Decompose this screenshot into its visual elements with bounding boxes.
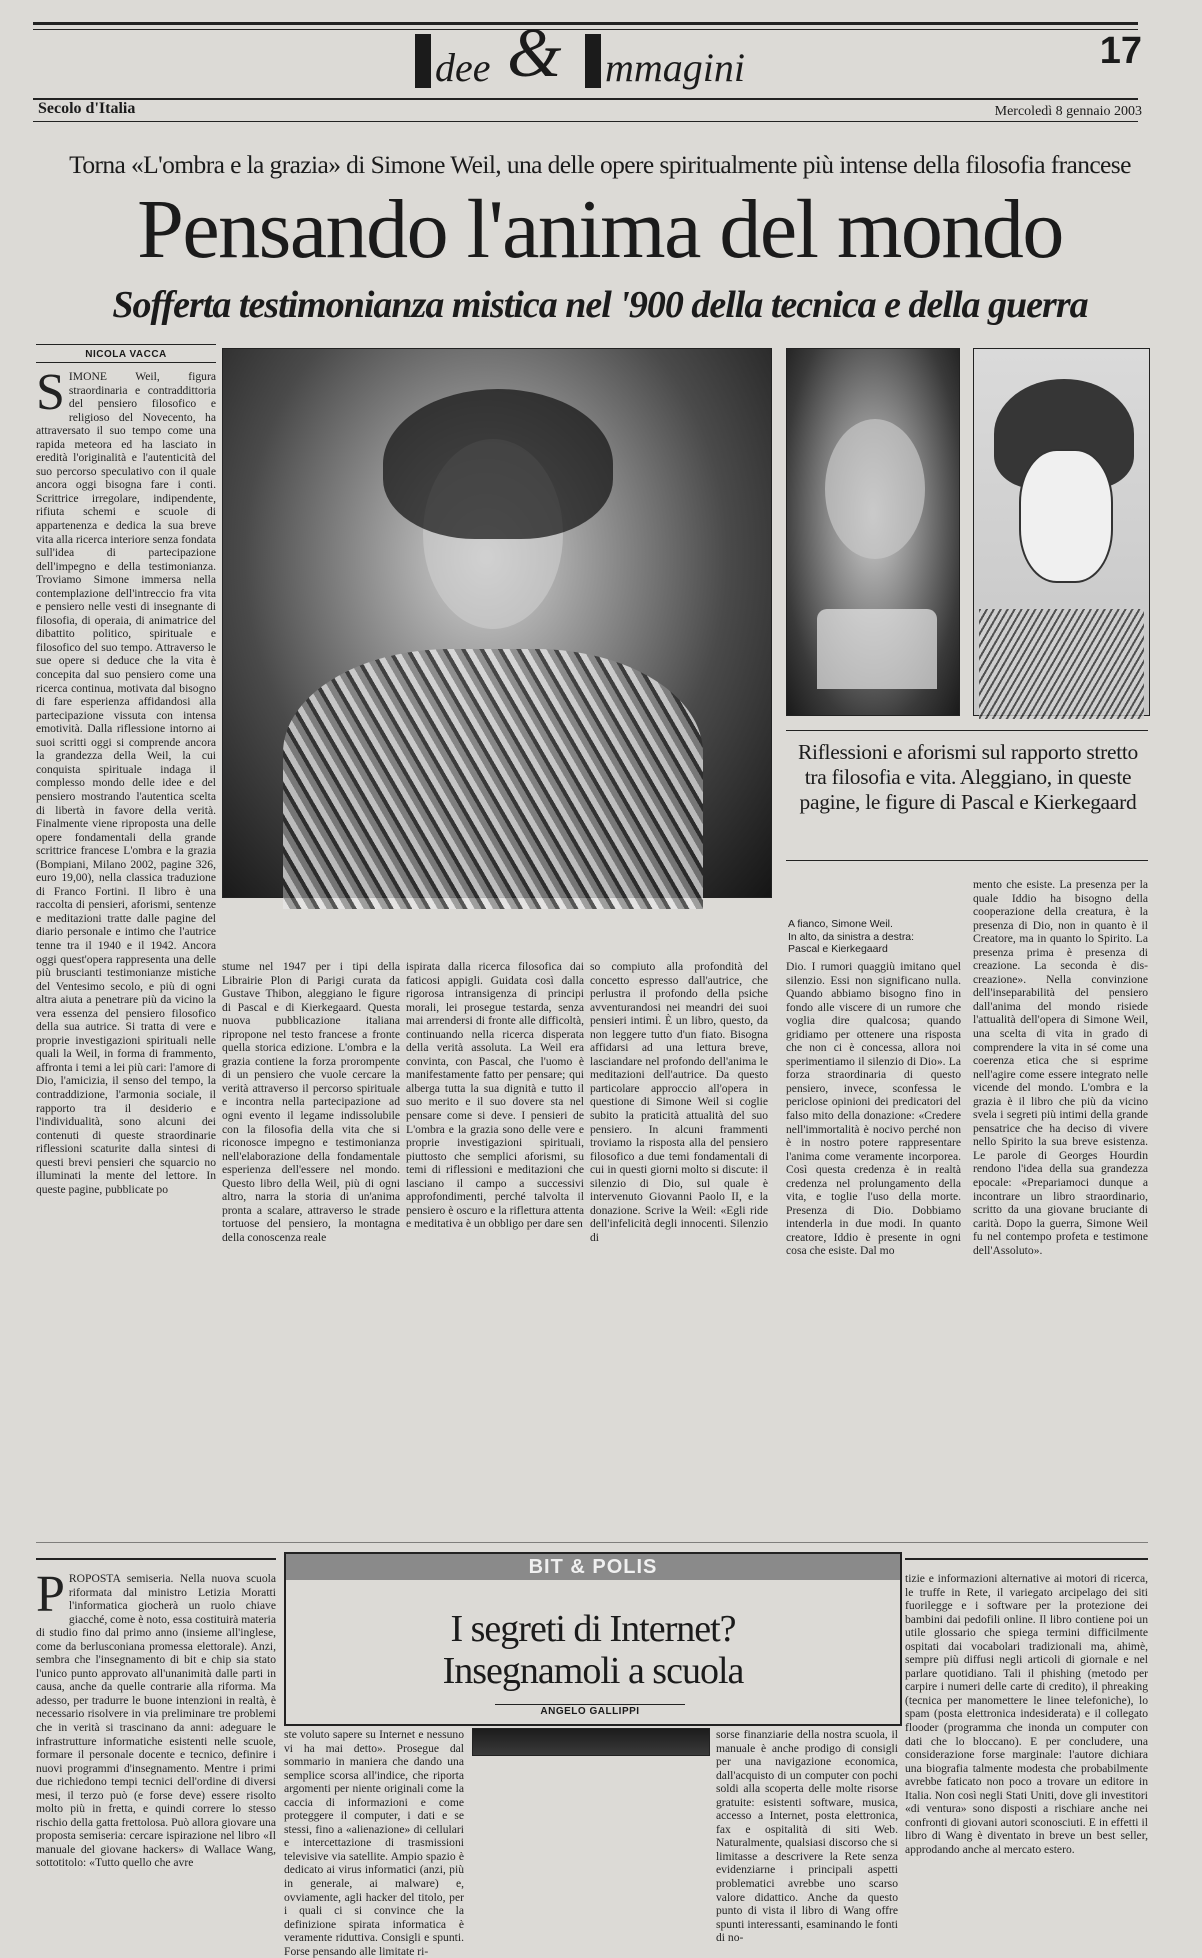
box-column-3: [716, 1728, 898, 1945]
section-divider: [36, 1542, 1148, 1543]
section-title: [415, 16, 785, 96]
article-subheadline: Sofferta testimonianza mistica nel '900 della tecnica e della guerra: [112, 284, 1088, 326]
pascal-face: [825, 419, 925, 559]
issue-date: Mercoledì 8 gennaio 2003: [994, 104, 1142, 119]
box-author: ANGELO GALLIPPI: [540, 1706, 640, 1717]
section-letter-i-second: [585, 34, 601, 88]
caption-line-3: Pascal e Kierkegaard: [788, 943, 888, 955]
portrait-hair: [383, 389, 613, 539]
pullquote: Riflessioni e aforismi sul rapporto stretto tra filosofia e vita. Aleggiano, in queste pagine, le figure di Pascal e Kierkegaard: [797, 740, 1138, 814]
box-column-1: [36, 1566, 276, 1870]
article-column-5: [786, 960, 961, 1528]
article-column-3-text: ispirata dalla ricerca filosofica dai faticosi appigli. Guidata così dalla rigorosa intransigenza di principi morali, lei prosegue testarda, senza mai arrendersi di fronte alle difficoltà, continuando nella ricerca disperata della verità assoluta. La Weil era convinta, con Pascal, che l'uomo è manifestamente fatto per pensare; qui alberga tutta la sua dignità e tutto il suo merito e il suo dovere sta nel pensare come si deve. I pensieri de L'ombra e la grazia sono delle vere e proprie investigazioni spirituali, piuttosto che semplici aforismi, su temi di riflessioni e meditazioni che lasciano il campo a successivi approfondimenti, perché talvolta il pensiero è oscuro e la riflettura attenta e meditativa è un obbligo per dare sen: [406, 960, 584, 1231]
box-column-4-text: tizie e informazioni alternative ai motori di ricerca, le truffe in Rete, il variegato arcipelago dei siti fuorilegge e i software per la protezione dei bambini dai pedofili online. Il libro contiene poi un utile glossario che spiega termini difficilmente ospitati dai vocabolari tradizionali ma, ahimè, sempre più diffusi negli articoli di giornale e nel parlare quotidiano. Tali il phishing (metodo per carpire i numeri delle carte di credito), il phreaking (tecnica per manomettere le linee telefoniche), lo spam (posta elettronica indesiderata) e il collegato flooder (programma che inonda un computer con dati che lo bloccano). E per concludere, una considerazione forse marginale: l'autore dichiara una biografia talmente modesta che probabilmente avrebbe faticato non poco a trovare un editore in Italia. Non così negli Stati Uniti, dove gli investitori «di ventura» sono disposti a rischiare anche nei confronti di giovani autori sconosciuti. E in effetti il libro di Wang è diventato in breve un best seller, approdando anche al mercato estero.: [905, 1572, 1148, 1856]
masthead-rule: [33, 98, 1138, 100]
simone-weil-photo: [222, 348, 772, 898]
box-label: BIT & POLIS: [286, 1554, 900, 1580]
byline-rule-bottom: [36, 362, 216, 363]
box-left-rule: [36, 1558, 276, 1560]
box-right-rule: [905, 1558, 1148, 1560]
section-title-ampersand: &: [507, 15, 562, 92]
box-column-1-text: ROPOSTA semiseria. Nella nuova scuola riformata dal ministro Letizia Moratti l'informatica giocherà un ruolo chiave giacché, come è noto, essa costituirà materia di studio fino dal primo anno (insieme all'inglese, come da berlusconiana promessa elettorale). Anzi, sembra che l'insegnamento di bit e chip sia stato l'unico punto approvato all'unanimità dalle parti in causa, anche da quelle contrarie alla riforma. Ma adesso, per tradurre le buone intenzioni in realtà, è necessario risolvere in via preliminare tre problemi che in verità si trascinano da anni: adeguare le infrastrutture informatiche esistenti nelle scuole, formare il personale docente e tecnico, definire i nuovi programmi d'insegnamento. Mentre i primi due richiedono tempi tecnici dell'ordine di diversi mesi, il terzo può (e forse deve) essere risolto molto più in fretta, e quindi correre lo stesso rischio della gatta frettolosa. Può allora giovare una proposta semiseria: cercare ispirazione nel libro «Il manuale del giovane hackers» di Wallace Wang, sottotitolo: «Tutto quello che avre: [36, 1572, 276, 1870]
photo-caption: [788, 918, 963, 956]
pascal-portrait: [786, 348, 960, 716]
box-column-4: [905, 1572, 1148, 1856]
pullquote-rule-top: [786, 730, 1148, 731]
article-column-6: [973, 878, 1148, 1528]
pullquote-rule-bottom: [786, 860, 1148, 861]
box-column-3-text: sorse finanziarie della nostra scuola, il manuale è anche prodigo di consigli per una navigazione economica, dall'acquisto di un computer con pochi soldi alla scoperta delle molte risorse gratuite: esistenti software, musica, accesso a Internet, posta elettronica, fax e ospitalità di siti Web. Naturalmente, qualsiasi discorso che si limitasse a descrivere la Rete senza evidenziarne i principali aspetti problematici avrebbe uno scarso valore didattico. Anche da questo punto di vista il libro di Wang offre spunti interessanti, esaminando le fonti di no-: [716, 1728, 898, 1945]
satellite-photo: [472, 1728, 710, 1756]
article-column-4: [590, 960, 768, 1528]
kierkegaard-coat: [979, 609, 1144, 719]
article-column-1-text: IMONE Weil, figura straordinaria e contraddittoria del pensiero filosofico e religioso del Novecento, ha attraversato il suo tempo come una rapida meteora ed ha lasciato in eredità l'originalità e l'autenticità del suo percorso speculativo con il quale ancora oggi bisogna fare i conti. Scrittrice irregolare, indipendente, rifiuta schemi e scuole di appartenenza e dedica la sua breve vita alla ricerca interiore senza fondata sull'idea di partecipazione dell'impegno e della testimonianza. Troviamo Simone immersa nella contemplazione dell'intreccio fra vita e pensiero nelle vesti di insegnante di filosofia, di operaia, di animatrice del dibattito politico, spirituale e filosofico del suo tempo. Attraverso le sue opere si deduce che la vita è concepita dal suo pensiero come una ricerca continua, motivata dal bisogno di fare esperienza affidandosi alla partecipazione vissuta con intensa emotività. Dalla riflessione intorno ai suoi scritti oggi si comprende ancora la grandezza della Weil, la cui conquista spirituale indaga il complesso mondo delle idee e del pensiero mostrando l'autentica scelta di libertà in favore della verità. Finalmente viene riproposta una delle opere fondamentali della grande scrittrice francese L'ombra e la grazia (Bompiani, Milano 2002, pagine 326, euro 19,00), nella classica traduzione di Franco Fortini. Il libro è una raccolta di pensieri, aforismi, sentenze e meditazioni tratte dalle pagine del diario personale e intimo che l'autrice tenne tra il 1940 e il 1942. Ancora oggi quest'opera rappresenta una delle più bruscianti testimonianze mistiche del Ventesimo secolo, e più di ogni altra aiuta a penetrare più da vicino la vera essenza del pensiero filosofico della sua autrice. Si tratta di vere e proprie investigazioni spirituali nelle quali la Weil, in forma di frammento, affronta i temi a lei più cari: l'amore di Dio, l'amicizia, il senso del tempo, la contraddizione, l'armonia sociale, il rapporto tra il desiderio e l'individualità, sono alcuni dei contenuti di queste straordinarie riflessioni scaturite dalla sintesi di questi brevi pensieri che squarcio no illuminati la mente del lettore. In queste pagine, pubblicate po: [36, 370, 216, 1196]
page-number: 17: [1099, 30, 1142, 72]
pascal-collar: [817, 609, 937, 689]
article-dropcap: S: [36, 364, 65, 421]
portrait-shawl: [283, 649, 703, 909]
box-column-2: [284, 1728, 464, 1958]
kierkegaard-face: [1019, 449, 1113, 583]
caption-line-2: In alto, da sinistra a destra:: [788, 930, 915, 943]
article-kicker: Torna «L'ombra e la grazia» di Simone Weil, una delle opere spiritualmente più intense della filosofia francese: [69, 150, 1131, 179]
caption-line-1: A fianco, Simone Weil.: [788, 918, 893, 930]
masthead-rule-bottom: [33, 121, 1138, 122]
section-letter-i: [415, 34, 431, 88]
article-column-2: [222, 960, 400, 1528]
newspaper-name: Secolo d'Italia: [38, 100, 136, 117]
article-author: NICOLA VACCA: [85, 349, 167, 360]
box-byline-rule: [495, 1704, 685, 1705]
article-column-2-text: stume nel 1947 per i tipi della Librairie Plon di Parigi curata da Gustave Thibon, aleggiano le figure di Pascal e di Kierkegaard. Questa nuova pubblicazione italiana ripropone nel testo francese a fronte quella storica edizione. L'ombra e la grazia contiene la forza prorompente di un pensiero che vuole cercare la verità attraverso il percorso spirituale e incontra nella partecipazione ad ogni evento il legame indissolubile con la filosofia della vita che si riconosce impegno e testimonianza nell'elaborazione della fondamentale esperienza dell'essere nel mondo. Questo libro della Weil, più di ogni altro, narra la storia di un'anima pronta a scalare, attraverso le strade tortuose del pensiero, la montagna della conoscenza reale: [222, 960, 400, 1244]
box-column-2-text: ste voluto sapere su Internet e nessuno vi ha mai detto». Prosegue dal sommario in maniera che dando una semplice scorsa all'indice, che riporta argomenti per niente originali come la caccia di informazioni e come proteggere il computer, i dati e se stessi, fino a «alienazione» di cellulari e intercettazione di trasmissioni televisive via satellite. Ampio spazio è dedicato ai virus informatici (anzi, più in generale, ai malware) e, ovviamente, agli hacker del titolo, per i quali ci si convince che la definizione spirata informatica è veramente riduttiva. Consigli e spunti. Forse pensando alle limitate ri-: [284, 1728, 464, 1958]
box-headline-line-2: Insegnamoli a scuola: [442, 1650, 744, 1692]
article-headline: Pensando l'anima del mondo: [137, 183, 1063, 276]
box-headline-line-1: I segreti di Internet?: [450, 1608, 736, 1650]
section-title-right: mmagini: [605, 45, 745, 90]
box-dropcap: P: [36, 1566, 65, 1623]
article-column-6-text: mento che esiste. La presenza per la quale Iddio ha bisogno della cooperazione della creatura, è la presenza di Dio, non in quanto è il Creatore, ma in quanto lo Spirito. La presenza prima è presenza di creazione. La seconda è dis-creazione». Nella convinzione dell'inseparabilità del pensiero dall'anima del mondo risiede l'attualità dell'opera di Simone Weil, una scelta di vita in grado di comprendere la vita in sé come una coerenza etica che si esprime nell'agire come essere integrato nelle vicende del mondo. L'ombra e la grazia è il libro che più da vicino svela i segreti più intimi della grande pensatrice che ha deciso di vivere nello Spirito la sua breve esistenza. Le parole di Georges Hourdin rendono l'idea della sua grandezza epocale: «Prepariamoci dunque a incontrare un libro straordinario, scritto da una giovane bruciante di carità. Dopo la guerra, Simone Weil fu nel contempo profeta e testimone dell'Assoluto».: [973, 878, 1148, 1257]
article-column-4-text: so compiuto alla profondità del concetto espresso dall'autrice, che perlustra il profondo della psiche avventurandosi nei meandri dei suoi pensieri intimi. È un libro, questo, da non leggere tutto d'un fiato. Bisogna affidarsi ad una lettura breve, lasciandare nel profondo dell'anima le meditazioni dell'autrice. Da questo particolare approccio all'opera in questione di Simone Weil si coglie subito la praticità attualità del suo pensiero. In alcuni frammenti troviamo la risposta alla del pensiero filosofico a due temi fondamentali di cui in questi giorni molto si discute: il silenzio di Dio, sul quale è intervenuto Giovanni Paolo II, e la donazione. Scrive la Weil: «Egli ride dell'infelicità degli innocenti. Silenzio di: [590, 960, 768, 1244]
byline-rule: [36, 344, 216, 345]
section-title-left: dee: [435, 45, 491, 90]
article-column-3: [406, 960, 584, 1528]
article-column-5-text: Dio. I rumori quaggiù imitano quel silenzio. Essi non significano nulla. Quando abbiamo bisogno fino in fondo alle viscere di un rumore che voglia dire qualcosa; quando gridiamo per ottenere una risposta che non ci è concessa, allora noi sperimentiamo il silenzio di Dio». La forza straordinaria di questo pensiero, invece, sconfessa le periclose opinioni dei predicatori del falso mito della donazione: «Credere nell'immortalità è nocivo perché non è in nostro potere rappresentare l'anima come veramente incorporea. Così questa credenza è in realtà credenza nel prolungamento della vita, e toglie l'uso della morte. Presenza di Dio. Dobbiamo intenderla in due modi. In quanto creatore, Iddio è presente in ogni cosa che esiste. Dal mo: [786, 960, 961, 1258]
kierkegaard-portrait: [973, 348, 1150, 716]
article-column-1: [36, 364, 216, 1528]
